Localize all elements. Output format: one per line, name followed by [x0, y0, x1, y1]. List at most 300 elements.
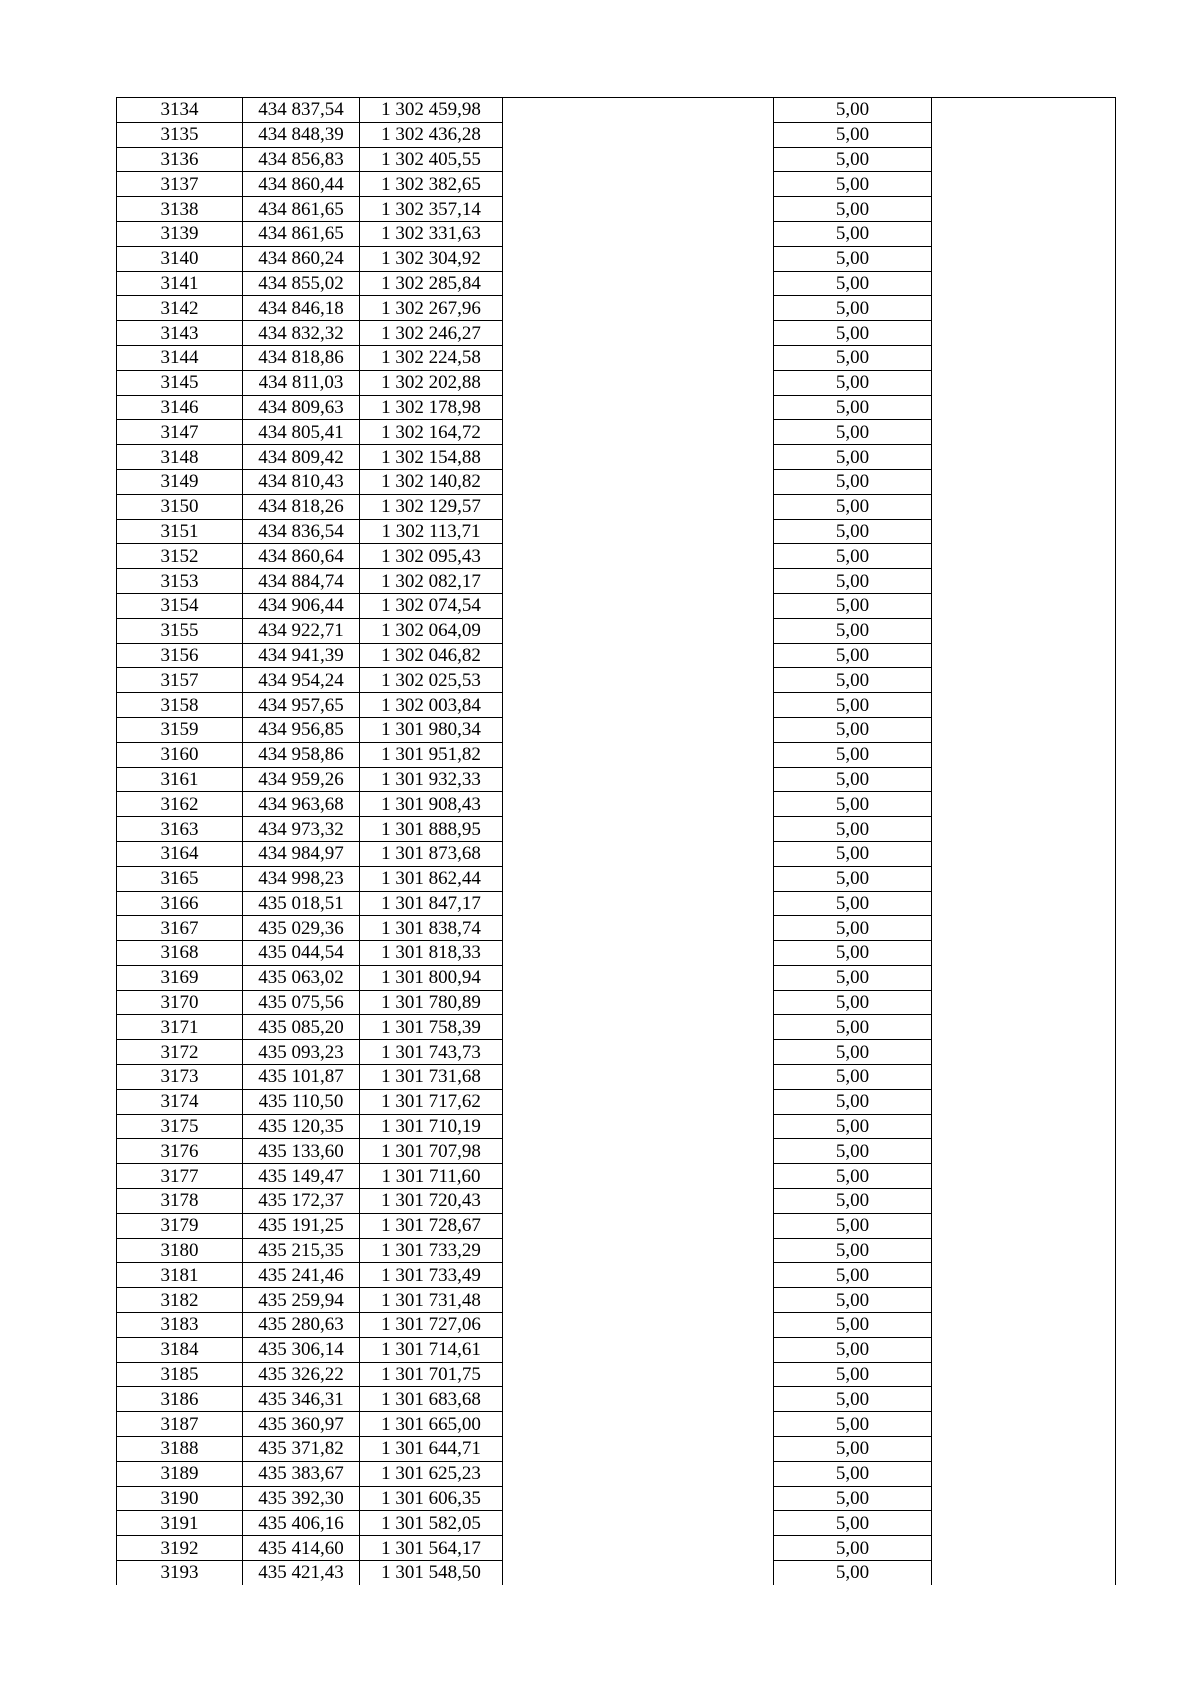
accuracy-cell: 5,00 — [774, 321, 932, 346]
x-coordinate-cell: 434 818,26 — [243, 494, 360, 519]
table-row — [117, 1164, 1116, 1189]
note-cell — [932, 1561, 1116, 1585]
y-coordinate-cell: 1 301 743,73 — [360, 1040, 503, 1065]
point-number-cell: 3166 — [117, 891, 243, 916]
accuracy-cell: 5,00 — [774, 1114, 932, 1139]
y-coordinate-cell: 1 302 164,72 — [360, 420, 503, 445]
point-number-cell: 3160 — [117, 742, 243, 767]
accuracy-cell: 5,00 — [774, 1189, 932, 1214]
note-cell — [932, 965, 1116, 990]
table-row — [117, 1065, 1116, 1090]
accuracy-cell: 5,00 — [774, 1437, 932, 1462]
note-cell — [932, 916, 1116, 941]
accuracy-cell: 5,00 — [774, 1486, 932, 1511]
x-coordinate-cell: 434 884,74 — [243, 569, 360, 594]
y-coordinate-cell: 1 301 731,68 — [360, 1065, 503, 1090]
point-number-cell: 3134 — [117, 98, 243, 123]
note-cell — [932, 1511, 1116, 1536]
table-row — [117, 593, 1116, 618]
empty-cell — [503, 1139, 774, 1164]
table-row — [117, 1139, 1116, 1164]
note-cell — [932, 345, 1116, 370]
point-number-cell: 3174 — [117, 1089, 243, 1114]
empty-cell — [503, 1015, 774, 1040]
table-row — [117, 420, 1116, 445]
point-number-cell: 3148 — [117, 445, 243, 470]
empty-cell — [503, 147, 774, 172]
note-cell — [932, 1189, 1116, 1214]
y-coordinate-cell: 1 301 733,49 — [360, 1263, 503, 1288]
table-row — [117, 941, 1116, 966]
table-row — [117, 792, 1116, 817]
x-coordinate-cell: 435 120,35 — [243, 1114, 360, 1139]
table-row — [117, 817, 1116, 842]
table-row — [117, 1189, 1116, 1214]
x-coordinate-cell: 434 809,63 — [243, 395, 360, 420]
note-cell — [932, 1437, 1116, 1462]
y-coordinate-cell: 1 302 267,96 — [360, 296, 503, 321]
point-number-cell: 3144 — [117, 345, 243, 370]
accuracy-cell: 5,00 — [774, 1065, 932, 1090]
note-cell — [932, 420, 1116, 445]
table-row — [117, 841, 1116, 866]
table-row — [117, 866, 1116, 891]
table-row — [117, 1412, 1116, 1437]
table-row — [117, 990, 1116, 1015]
table-row — [117, 1040, 1116, 1065]
accuracy-cell: 5,00 — [774, 1015, 932, 1040]
table-row — [117, 1486, 1116, 1511]
point-number-cell: 3155 — [117, 618, 243, 643]
x-coordinate-cell: 434 856,83 — [243, 147, 360, 172]
empty-cell — [503, 841, 774, 866]
table-row — [117, 618, 1116, 643]
empty-cell — [503, 370, 774, 395]
empty-cell — [503, 1288, 774, 1313]
note-cell — [932, 1387, 1116, 1412]
note-cell — [932, 246, 1116, 271]
y-coordinate-cell: 1 301 932,33 — [360, 767, 503, 792]
note-cell — [932, 569, 1116, 594]
empty-cell — [503, 1114, 774, 1139]
x-coordinate-cell: 434 861,65 — [243, 221, 360, 246]
point-number-cell: 3163 — [117, 817, 243, 842]
y-coordinate-cell: 1 302 285,84 — [360, 271, 503, 296]
accuracy-cell: 5,00 — [774, 643, 932, 668]
table-row — [117, 1114, 1116, 1139]
empty-cell — [503, 271, 774, 296]
point-number-cell: 3165 — [117, 866, 243, 891]
empty-cell — [503, 445, 774, 470]
x-coordinate-cell: 434 837,54 — [243, 98, 360, 123]
empty-cell — [503, 916, 774, 941]
x-coordinate-cell: 434 959,26 — [243, 767, 360, 792]
note-cell — [932, 1461, 1116, 1486]
point-number-cell: 3156 — [117, 643, 243, 668]
empty-cell — [503, 1437, 774, 1462]
point-number-cell: 3162 — [117, 792, 243, 817]
accuracy-cell: 5,00 — [774, 916, 932, 941]
y-coordinate-cell: 1 301 720,43 — [360, 1189, 503, 1214]
point-number-cell: 3167 — [117, 916, 243, 941]
y-coordinate-cell: 1 302 459,98 — [360, 98, 503, 123]
table-row — [117, 246, 1116, 271]
y-coordinate-cell: 1 302 140,82 — [360, 469, 503, 494]
table-row — [117, 1015, 1116, 1040]
point-number-cell: 3182 — [117, 1288, 243, 1313]
table-row — [117, 1511, 1116, 1536]
point-number-cell: 3188 — [117, 1437, 243, 1462]
note-cell — [932, 1065, 1116, 1090]
y-coordinate-cell: 1 302 025,53 — [360, 668, 503, 693]
accuracy-cell: 5,00 — [774, 370, 932, 395]
note-cell — [932, 1536, 1116, 1561]
accuracy-cell: 5,00 — [774, 395, 932, 420]
note-cell — [932, 668, 1116, 693]
accuracy-cell: 5,00 — [774, 197, 932, 222]
table-row — [117, 98, 1116, 123]
y-coordinate-cell: 1 302 331,63 — [360, 221, 503, 246]
y-coordinate-cell: 1 301 838,74 — [360, 916, 503, 941]
y-coordinate-cell: 1 301 873,68 — [360, 841, 503, 866]
y-coordinate-cell: 1 301 818,33 — [360, 941, 503, 966]
point-number-cell: 3153 — [117, 569, 243, 594]
empty-cell — [503, 469, 774, 494]
note-cell — [932, 494, 1116, 519]
y-coordinate-cell: 1 302 095,43 — [360, 544, 503, 569]
empty-cell — [503, 866, 774, 891]
table-row — [117, 345, 1116, 370]
point-number-cell: 3189 — [117, 1461, 243, 1486]
x-coordinate-cell: 435 406,16 — [243, 1511, 360, 1536]
y-coordinate-cell: 1 302 436,28 — [360, 122, 503, 147]
y-coordinate-cell: 1 302 113,71 — [360, 519, 503, 544]
x-coordinate-cell: 434 818,86 — [243, 345, 360, 370]
table-row — [117, 1561, 1116, 1585]
accuracy-cell: 5,00 — [774, 544, 932, 569]
note-cell — [932, 1164, 1116, 1189]
x-coordinate-cell: 434 860,64 — [243, 544, 360, 569]
point-number-cell: 3175 — [117, 1114, 243, 1139]
empty-cell — [503, 197, 774, 222]
point-number-cell: 3191 — [117, 1511, 243, 1536]
empty-cell — [503, 1412, 774, 1437]
note-cell — [932, 643, 1116, 668]
x-coordinate-cell: 434 941,39 — [243, 643, 360, 668]
empty-cell — [503, 1536, 774, 1561]
y-coordinate-cell: 1 301 780,89 — [360, 990, 503, 1015]
empty-cell — [503, 296, 774, 321]
x-coordinate-cell: 434 832,32 — [243, 321, 360, 346]
empty-cell — [503, 593, 774, 618]
x-coordinate-cell: 434 860,44 — [243, 172, 360, 197]
empty-cell — [503, 519, 774, 544]
table-row — [117, 1089, 1116, 1114]
y-coordinate-cell: 1 302 129,57 — [360, 494, 503, 519]
point-number-cell: 3186 — [117, 1387, 243, 1412]
table-row — [117, 1288, 1116, 1313]
note-cell — [932, 469, 1116, 494]
accuracy-cell: 5,00 — [774, 221, 932, 246]
point-number-cell: 3177 — [117, 1164, 243, 1189]
accuracy-cell: 5,00 — [774, 593, 932, 618]
x-coordinate-cell: 434 984,97 — [243, 841, 360, 866]
table-row — [117, 519, 1116, 544]
x-coordinate-cell: 435 029,36 — [243, 916, 360, 941]
note-cell — [932, 941, 1116, 966]
note-cell — [932, 817, 1116, 842]
table-row — [117, 147, 1116, 172]
accuracy-cell: 5,00 — [774, 271, 932, 296]
note-cell — [932, 321, 1116, 346]
accuracy-cell: 5,00 — [774, 1089, 932, 1114]
accuracy-cell: 5,00 — [774, 445, 932, 470]
note-cell — [932, 693, 1116, 718]
note-cell — [932, 221, 1116, 246]
table-row — [117, 1437, 1116, 1462]
y-coordinate-cell: 1 301 625,23 — [360, 1461, 503, 1486]
empty-cell — [503, 693, 774, 718]
x-coordinate-cell: 434 811,03 — [243, 370, 360, 395]
note-cell — [932, 395, 1116, 420]
table-row — [117, 1536, 1116, 1561]
note-cell — [932, 618, 1116, 643]
note-cell — [932, 1263, 1116, 1288]
note-cell — [932, 742, 1116, 767]
empty-cell — [503, 965, 774, 990]
y-coordinate-cell: 1 301 727,06 — [360, 1313, 503, 1338]
x-coordinate-cell: 434 922,71 — [243, 618, 360, 643]
point-number-cell: 3135 — [117, 122, 243, 147]
table-row — [117, 296, 1116, 321]
table-row — [117, 569, 1116, 594]
note-cell — [932, 544, 1116, 569]
note-cell — [932, 1238, 1116, 1263]
x-coordinate-cell: 435 280,63 — [243, 1313, 360, 1338]
table-row — [117, 891, 1116, 916]
table-row — [117, 717, 1116, 742]
accuracy-cell: 5,00 — [774, 1511, 932, 1536]
y-coordinate-cell: 1 301 731,48 — [360, 1288, 503, 1313]
note-cell — [932, 519, 1116, 544]
point-number-cell: 3150 — [117, 494, 243, 519]
y-coordinate-cell: 1 301 564,17 — [360, 1536, 503, 1561]
empty-cell — [503, 1040, 774, 1065]
x-coordinate-cell: 434 861,65 — [243, 197, 360, 222]
point-number-cell: 3137 — [117, 172, 243, 197]
accuracy-cell: 5,00 — [774, 1313, 932, 1338]
note-cell — [932, 866, 1116, 891]
point-number-cell: 3169 — [117, 965, 243, 990]
table-row — [117, 916, 1116, 941]
note-cell — [932, 98, 1116, 123]
y-coordinate-cell: 1 302 304,92 — [360, 246, 503, 271]
accuracy-cell: 5,00 — [774, 122, 932, 147]
table-row — [117, 172, 1116, 197]
y-coordinate-cell: 1 301 665,00 — [360, 1412, 503, 1437]
note-cell — [932, 1114, 1116, 1139]
y-coordinate-cell: 1 301 980,34 — [360, 717, 503, 742]
x-coordinate-cell: 435 133,60 — [243, 1139, 360, 1164]
accuracy-cell: 5,00 — [774, 147, 932, 172]
y-coordinate-cell: 1 301 707,98 — [360, 1139, 503, 1164]
x-coordinate-cell: 434 954,24 — [243, 668, 360, 693]
empty-cell — [503, 395, 774, 420]
y-coordinate-cell: 1 302 357,14 — [360, 197, 503, 222]
accuracy-cell: 5,00 — [774, 668, 932, 693]
y-coordinate-cell: 1 302 064,09 — [360, 618, 503, 643]
empty-cell — [503, 1065, 774, 1090]
empty-cell — [503, 494, 774, 519]
point-number-cell: 3185 — [117, 1362, 243, 1387]
note-cell — [932, 271, 1116, 296]
empty-cell — [503, 246, 774, 271]
x-coordinate-cell: 434 810,43 — [243, 469, 360, 494]
empty-cell — [503, 1213, 774, 1238]
x-coordinate-cell: 435 093,23 — [243, 1040, 360, 1065]
point-number-cell: 3151 — [117, 519, 243, 544]
accuracy-cell: 5,00 — [774, 1362, 932, 1387]
y-coordinate-cell: 1 301 728,67 — [360, 1213, 503, 1238]
table-row — [117, 1337, 1116, 1362]
empty-cell — [503, 990, 774, 1015]
point-number-cell: 3164 — [117, 841, 243, 866]
y-coordinate-cell: 1 301 733,29 — [360, 1238, 503, 1263]
point-number-cell: 3147 — [117, 420, 243, 445]
accuracy-cell: 5,00 — [774, 494, 932, 519]
accuracy-cell: 5,00 — [774, 965, 932, 990]
y-coordinate-cell: 1 301 710,19 — [360, 1114, 503, 1139]
point-number-cell: 3158 — [117, 693, 243, 718]
x-coordinate-cell: 434 836,54 — [243, 519, 360, 544]
note-cell — [932, 147, 1116, 172]
y-coordinate-cell: 1 301 758,39 — [360, 1015, 503, 1040]
point-number-cell: 3184 — [117, 1337, 243, 1362]
x-coordinate-cell: 434 855,02 — [243, 271, 360, 296]
empty-cell — [503, 1461, 774, 1486]
table-row — [117, 1313, 1116, 1338]
point-number-cell: 3173 — [117, 1065, 243, 1090]
note-cell — [932, 197, 1116, 222]
note-cell — [932, 767, 1116, 792]
empty-cell — [503, 122, 774, 147]
table-row — [117, 965, 1116, 990]
accuracy-cell: 5,00 — [774, 420, 932, 445]
x-coordinate-cell: 434 809,42 — [243, 445, 360, 470]
x-coordinate-cell: 435 191,25 — [243, 1213, 360, 1238]
point-number-cell: 3168 — [117, 941, 243, 966]
point-number-cell: 3161 — [117, 767, 243, 792]
table-row — [117, 643, 1116, 668]
y-coordinate-cell: 1 302 074,54 — [360, 593, 503, 618]
empty-cell — [503, 345, 774, 370]
accuracy-cell: 5,00 — [774, 569, 932, 594]
accuracy-cell: 5,00 — [774, 1263, 932, 1288]
point-number-cell: 3139 — [117, 221, 243, 246]
accuracy-cell: 5,00 — [774, 1288, 932, 1313]
note-cell — [932, 1412, 1116, 1437]
point-number-cell: 3149 — [117, 469, 243, 494]
accuracy-cell: 5,00 — [774, 1164, 932, 1189]
x-coordinate-cell: 435 360,97 — [243, 1412, 360, 1437]
accuracy-cell: 5,00 — [774, 345, 932, 370]
empty-cell — [503, 1164, 774, 1189]
x-coordinate-cell: 434 848,39 — [243, 122, 360, 147]
y-coordinate-cell: 1 301 862,44 — [360, 866, 503, 891]
empty-cell — [503, 1561, 774, 1585]
accuracy-cell: 5,00 — [774, 1040, 932, 1065]
table-row — [117, 544, 1116, 569]
empty-cell — [503, 569, 774, 594]
accuracy-cell: 5,00 — [774, 1561, 932, 1585]
table-row — [117, 1213, 1116, 1238]
y-coordinate-cell: 1 301 714,61 — [360, 1337, 503, 1362]
x-coordinate-cell: 435 075,56 — [243, 990, 360, 1015]
table-row — [117, 221, 1116, 246]
empty-cell — [503, 817, 774, 842]
x-coordinate-cell: 435 383,67 — [243, 1461, 360, 1486]
accuracy-cell: 5,00 — [774, 792, 932, 817]
empty-cell — [503, 1089, 774, 1114]
empty-cell — [503, 717, 774, 742]
empty-cell — [503, 172, 774, 197]
x-coordinate-cell: 434 906,44 — [243, 593, 360, 618]
y-coordinate-cell: 1 302 178,98 — [360, 395, 503, 420]
y-coordinate-cell: 1 301 951,82 — [360, 742, 503, 767]
accuracy-cell: 5,00 — [774, 693, 932, 718]
empty-cell — [503, 767, 774, 792]
accuracy-cell: 5,00 — [774, 519, 932, 544]
accuracy-cell: 5,00 — [774, 990, 932, 1015]
note-cell — [932, 172, 1116, 197]
accuracy-cell: 5,00 — [774, 172, 932, 197]
note-cell — [932, 792, 1116, 817]
x-coordinate-cell: 435 346,31 — [243, 1387, 360, 1412]
note-cell — [932, 1486, 1116, 1511]
table-row — [117, 767, 1116, 792]
empty-cell — [503, 891, 774, 916]
empty-cell — [503, 98, 774, 123]
note-cell — [932, 990, 1116, 1015]
x-coordinate-cell: 434 860,24 — [243, 246, 360, 271]
y-coordinate-cell: 1 301 683,68 — [360, 1387, 503, 1412]
accuracy-cell: 5,00 — [774, 469, 932, 494]
x-coordinate-cell: 434 957,65 — [243, 693, 360, 718]
x-coordinate-cell: 435 392,30 — [243, 1486, 360, 1511]
empty-cell — [503, 1313, 774, 1338]
y-coordinate-cell: 1 301 711,60 — [360, 1164, 503, 1189]
empty-cell — [503, 1362, 774, 1387]
accuracy-cell: 5,00 — [774, 98, 932, 123]
note-cell — [932, 891, 1116, 916]
accuracy-cell: 5,00 — [774, 817, 932, 842]
coordinates-table — [116, 97, 1116, 1585]
x-coordinate-cell: 435 306,14 — [243, 1337, 360, 1362]
note-cell — [932, 1337, 1116, 1362]
y-coordinate-cell: 1 301 606,35 — [360, 1486, 503, 1511]
accuracy-cell: 5,00 — [774, 1387, 932, 1412]
note-cell — [932, 1139, 1116, 1164]
point-number-cell: 3176 — [117, 1139, 243, 1164]
y-coordinate-cell: 1 301 717,62 — [360, 1089, 503, 1114]
note-cell — [932, 593, 1116, 618]
y-coordinate-cell: 1 301 800,94 — [360, 965, 503, 990]
empty-cell — [503, 1486, 774, 1511]
y-coordinate-cell: 1 301 548,50 — [360, 1561, 503, 1585]
point-number-cell: 3180 — [117, 1238, 243, 1263]
y-coordinate-cell: 1 302 246,27 — [360, 321, 503, 346]
table-row — [117, 742, 1116, 767]
